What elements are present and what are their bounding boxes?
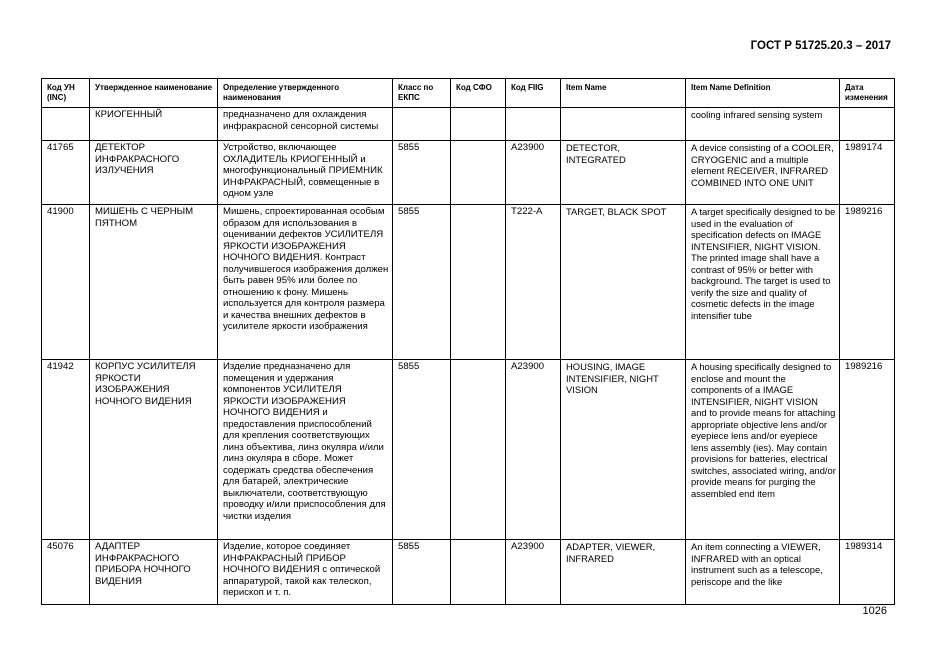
cell-date: 1989216 <box>840 360 895 540</box>
table-row <box>42 205 895 360</box>
cell-name: ДЕТЕКТОР ИНФРАКРАСНОГО ИЗЛУЧЕНИЯ <box>90 141 218 205</box>
cell-sfo <box>451 360 506 540</box>
cell-inc: 41900 <box>42 205 90 360</box>
cell-class: 5855 <box>393 540 451 605</box>
col-header-inc: Код УН (INC) <box>42 79 90 108</box>
cell-definition: Изделие, которое соединяет ИНФРАКРАСНЫЙ ПРИБОР НОЧНОГО ВИДЕНИЯ с оптической аппаратурой, такой как телескоп, перископ и т. п. <box>218 540 393 605</box>
cell-definition: Изделие предназначено для помещения и удержания компонентов УСИЛИТЕЛЯ ЯРКОСТИ ИЗОБРАЖЕНИЯ НОЧНОГО ВИДЕНИЯ и предоставления приспособлений для крепления соответствующих линз объектива, линз окуляра и/или линз окуляра в сборе. Может содержать средства обеспечения для батарей, электрические выключатели, соответствующую проводку и/или приспособления для чистки изделия <box>218 360 393 540</box>
cell-date: 1989216 <box>840 205 895 360</box>
cell-fiig: A23900 <box>506 540 561 605</box>
document-header: ГОСТ Р 51725.20.3 – 2017 <box>750 40 891 52</box>
cell-name: МИШЕНЬ С ЧЕРНЫМ ПЯТНОМ <box>90 205 218 360</box>
cell-inc: 41942 <box>42 360 90 540</box>
table-row <box>42 540 895 605</box>
cell-fiig: A23900 <box>506 360 561 540</box>
cell-definition: Устройство, включающее ОХЛАДИТЕЛЬ КРИОГЕННЫЙ и многофункциональный ПРИЕМНИК ИНФРАКРАСНЫЙ, совмещенные в одном узле <box>218 141 393 205</box>
page-number: 1026 <box>862 605 887 617</box>
cell-fiig: A23900 <box>506 141 561 205</box>
cell-item-definition: cooling infrared sensing system <box>686 108 840 141</box>
cell-inc <box>42 108 90 141</box>
cell-fiig: T222-A <box>506 205 561 360</box>
cell-item-definition: A housing specifically designed to enclose and mount the components of a IMAGE INTENSIFIER, NIGHT VISION and to provide means for attaching appropriate objective lens and/or eyepiece lens and/or eyepiece lens assembly (ies). May contain provisions for batteries, electrical switches, associated wiring, and/or provide means for purging the assembled end item <box>686 360 840 540</box>
cell-item-definition: An item connecting a VIEWER, INFRARED with an optical instrument such as a telescope, periscope and the like <box>686 540 840 605</box>
cell-inc: 41765 <box>42 141 90 205</box>
cell-sfo <box>451 108 506 141</box>
col-header-class: Класс по ЕКПС <box>393 79 451 108</box>
col-header-date: Дата изменения <box>840 79 895 108</box>
cell-class: 5855 <box>393 205 451 360</box>
table-row <box>42 360 895 540</box>
cell-class: 5855 <box>393 360 451 540</box>
cell-fiig <box>506 108 561 141</box>
cell-date <box>840 108 895 141</box>
cell-class <box>393 108 451 141</box>
cell-definition: Мишень, спроектированная особым образом для использования в оценивании дефектов УСИЛИТЕЛЯ ЯРКОСТИ ИЗОБРАЖЕНИЯ НОЧНОГО ВИДЕНИЯ. Контраст получившегося изображения должен быть равен 95% или более по отношению к фону. Мишень используется для контроля размера и качества внешних дефектов в усилителе яркости изображения <box>218 205 393 360</box>
cell-sfo <box>451 205 506 360</box>
cell-item-name: HOUSING, IMAGE INTENSIFIER, NIGHT VISION <box>561 360 686 540</box>
col-header-sfo: Код СФО <box>451 79 506 108</box>
cell-item-definition: A device consisting of a COOLER, CRYOGENIC and a multiple element RECEIVER, INFRARED COMBINED INTO ONE UNIT <box>686 141 840 205</box>
cell-item-name: DETECTOR, INTEGRATED <box>561 141 686 205</box>
cell-date: 1989314 <box>840 540 895 605</box>
cell-sfo <box>451 141 506 205</box>
cell-name: АДАПТЕР ИНФРАКРАСНОГО ПРИБОРА НОЧНОГО ВИДЕНИЯ <box>90 540 218 605</box>
col-header-name: Утвержденное наименование <box>90 79 218 108</box>
cell-name: КРИОГЕННЫЙ <box>90 108 218 141</box>
table-row <box>42 108 895 141</box>
cell-definition: предназначено для охлаждения инфракрасной сенсорной системы <box>218 108 393 141</box>
col-header-item-name: Item Name <box>561 79 686 108</box>
col-header-item-definition: Item Name Definition <box>686 79 840 108</box>
col-header-fiig: Код FIIG <box>506 79 561 108</box>
cell-item-name <box>561 108 686 141</box>
table-header-row <box>42 79 895 108</box>
nomenclature-table <box>41 78 895 605</box>
cell-date: 1989174 <box>840 141 895 205</box>
cell-inc: 45076 <box>42 540 90 605</box>
cell-item-definition: A target specifically designed to be used in the evaluation of specification defects on IMAGE INTENSIFIER, NIGHT VISION. The printed image shall have a contrast of 95% or better with background. The target is used to verify the size and quality of cosmetic defects in the image intensifier tube <box>686 205 840 360</box>
cell-name: КОРПУС УСИЛИТЕЛЯ ЯРКОСТИ ИЗОБРАЖЕНИЯ НОЧНОГО ВИДЕНИЯ <box>90 360 218 540</box>
cell-item-name: ADAPTER, VIEWER, INFRARED <box>561 540 686 605</box>
cell-sfo <box>451 540 506 605</box>
cell-class: 5855 <box>393 141 451 205</box>
col-header-definition: Определение утвержденного наименования <box>218 79 393 108</box>
table-row <box>42 141 895 205</box>
cell-item-name: TARGET, BLACK SPOT <box>561 205 686 360</box>
